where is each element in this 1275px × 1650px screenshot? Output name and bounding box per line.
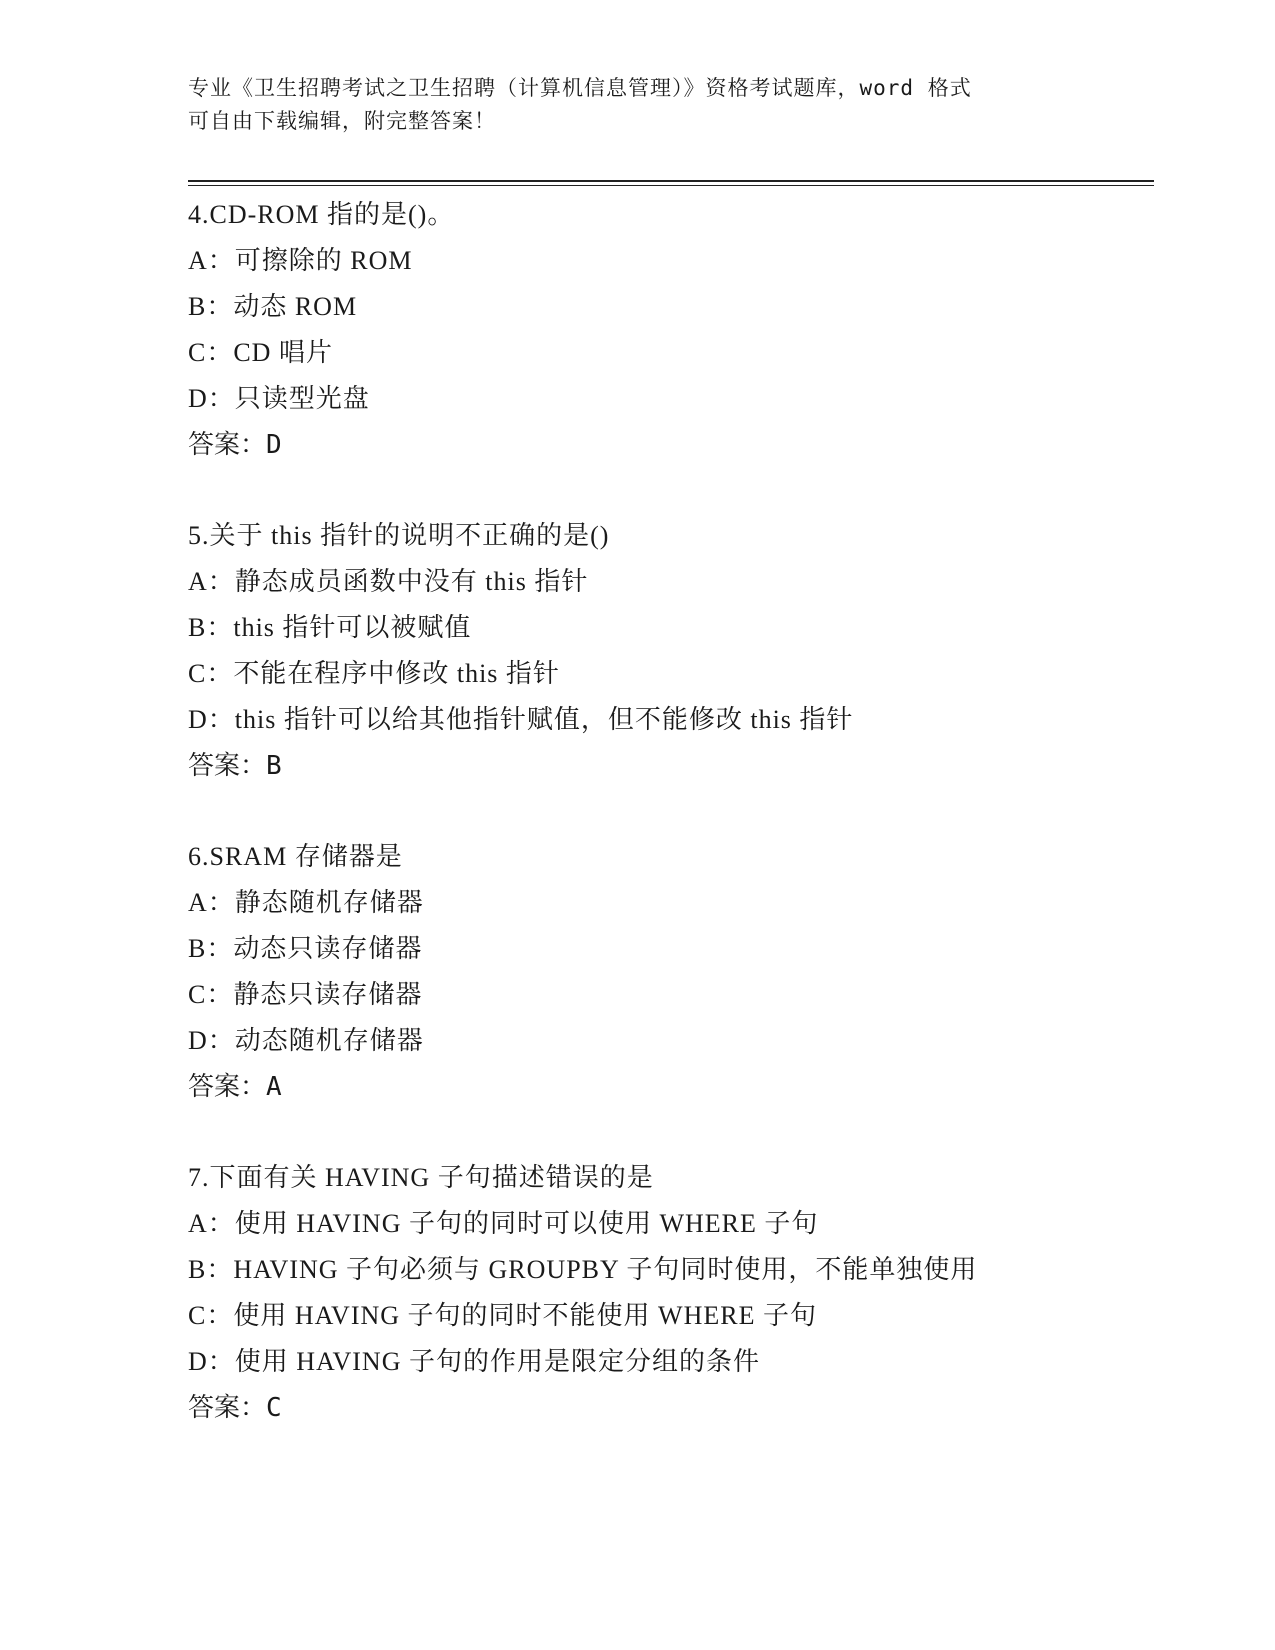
option-b: B：this 指针可以被赋值: [188, 613, 472, 642]
header-divider-bottom: [188, 185, 1154, 186]
option-d: D：使用 HAVING 子句的作用是限定分组的条件: [188, 1347, 760, 1376]
option-d: D：this 指针可以给其他指针赋值，但不能修改 this 指针: [188, 705, 854, 734]
option-a: A：静态成员函数中没有 this 指针: [188, 567, 589, 596]
option-a: A：静态随机存储器: [188, 888, 424, 917]
answer-label: 答案：B: [188, 751, 282, 781]
question-stem: 7.下面有关 HAVING 子句描述错误的是: [188, 1163, 654, 1192]
answer-label: 答案：D: [188, 430, 282, 460]
answer-label: 答案：C: [188, 1393, 282, 1423]
question-stem: 6.SRAM 存储器是: [188, 842, 403, 871]
question-6: [188, 834, 1154, 1110]
option-b: B：HAVING 子句必须与 GROUPBY 子句同时使用，不能单独使用: [188, 1255, 978, 1284]
option-a: A：可擦除的 ROM: [188, 246, 413, 275]
header-divider-top: [188, 180, 1154, 182]
answer-label: 答案：A: [188, 1072, 282, 1102]
option-b: B：动态只读存储器: [188, 934, 423, 963]
question-list: [188, 192, 1154, 1476]
option-d: D：动态随机存储器: [188, 1026, 424, 1055]
question-7: [188, 1155, 1154, 1431]
question-4: [188, 192, 1154, 468]
option-a: A：使用 HAVING 子句的同时可以使用 WHERE 子句: [188, 1209, 819, 1238]
question-stem: 4.CD-ROM 指的是()。: [188, 200, 455, 229]
option-c: C：不能在程序中修改 this 指针: [188, 659, 560, 688]
option-d: D：只读型光盘: [188, 384, 370, 413]
document-header: [188, 72, 1088, 138]
header-line-1: 专业《卫生招聘考试之卫生招聘（计算机信息管理）》资格考试题库，word 格式: [188, 76, 972, 100]
option-c: C：使用 HAVING 子句的同时不能使用 WHERE 子句: [188, 1301, 817, 1330]
header-line-2: 可自由下载编辑，附完整答案！: [188, 109, 496, 133]
option-b: B：动态 ROM: [188, 292, 358, 321]
option-c: C：静态只读存储器: [188, 980, 423, 1009]
question-5: [188, 513, 1154, 789]
option-c: C：CD 唱片: [188, 338, 333, 367]
question-stem: 5.关于 this 指针的说明不正确的是(): [188, 521, 610, 550]
